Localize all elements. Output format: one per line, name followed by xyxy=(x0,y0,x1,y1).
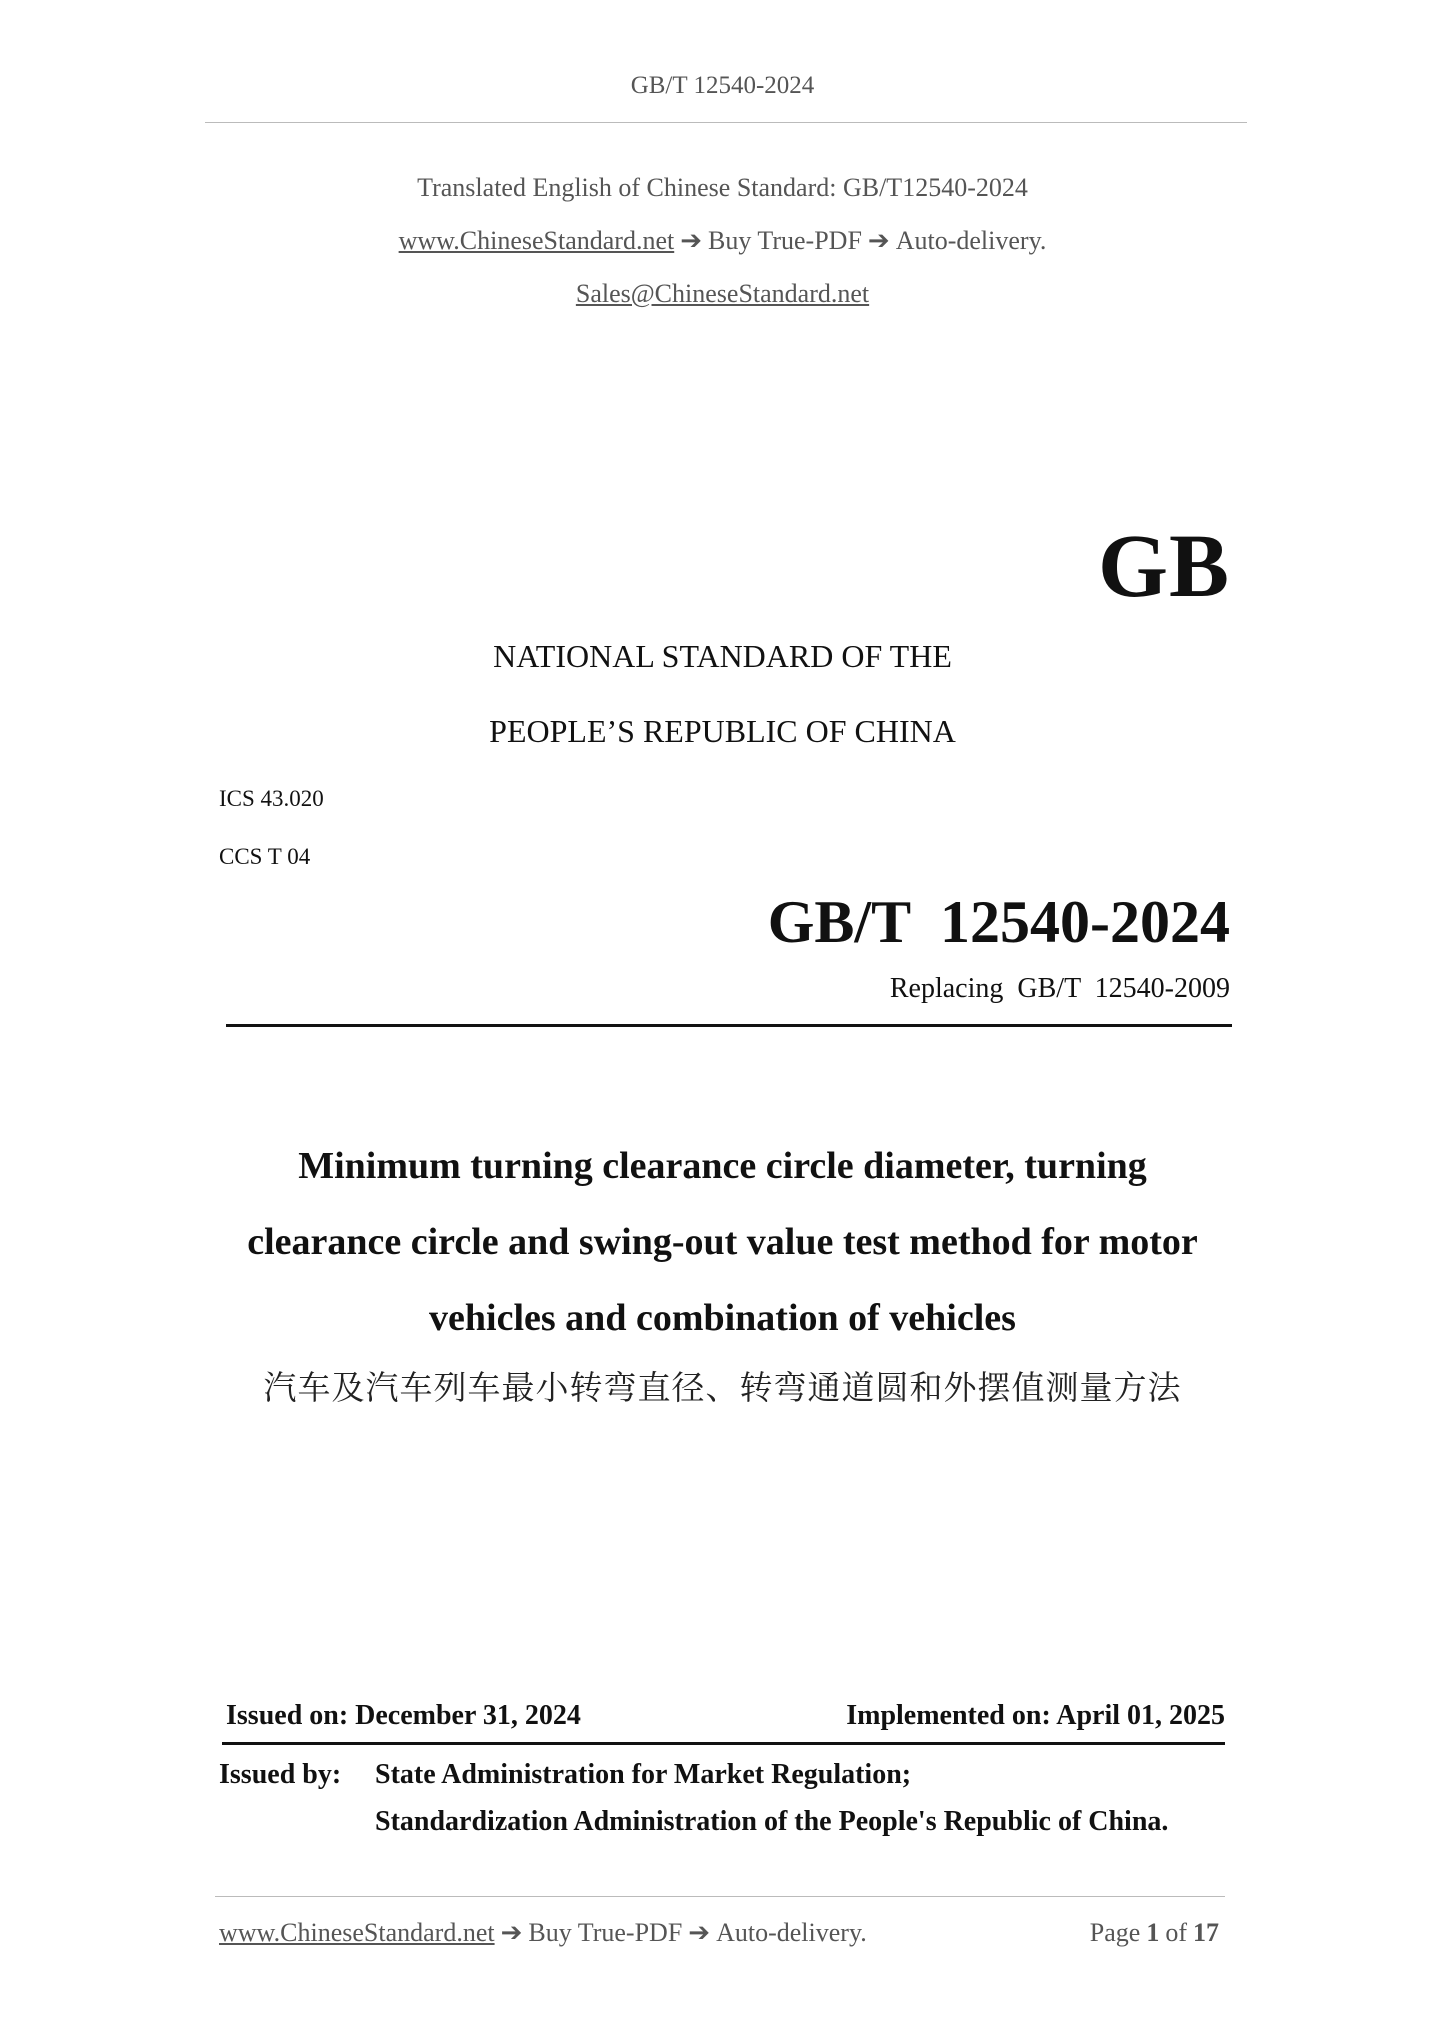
footer-site-link[interactable]: www.ChineseStandard.net xyxy=(219,1918,495,1947)
arrow-right-icon: ➔ xyxy=(688,1918,711,1947)
ics-code: ICS 43.020 xyxy=(219,786,324,811)
replacing-standard: Replacing GB/T 12540-2009 xyxy=(889,973,1230,1004)
page-total: 17 xyxy=(1193,1918,1219,1947)
chinese-title: 汽车及汽车列车最小转弯直径、转弯通道圆和外摆值测量方法 xyxy=(263,1371,1182,1407)
page-indicator xyxy=(1090,1918,1225,1948)
footer-buy-text: Buy True-PDF xyxy=(528,1918,683,1947)
footer-delivery-text: Auto-delivery. xyxy=(716,1918,867,1947)
gb-logo: GB xyxy=(1097,517,1230,616)
implemented-on-date: Implemented on: April 01, 2025 xyxy=(846,1700,1225,1731)
footer-promo xyxy=(219,1918,867,1948)
promo-buy-line xyxy=(0,226,1445,256)
issued-by-label: Issued by: xyxy=(219,1759,342,1790)
promo-translation-line: Translated English of Chinese Standard: GB/T12540-2024 xyxy=(417,173,1028,202)
issued-by-authority-2: Standardization Administration of the People's Republic of China. xyxy=(375,1806,1169,1837)
site-link[interactable]: www.ChineseStandard.net xyxy=(398,226,675,255)
title-divider xyxy=(226,1024,1232,1027)
header-divider xyxy=(205,122,1247,123)
page-label: Page xyxy=(1089,1918,1141,1947)
delivery-text: Auto-delivery. xyxy=(895,226,1047,255)
english-title-line-1: Minimum turning clearance circle diameter, turning xyxy=(298,1145,1147,1187)
issued-on-date: Issued on: December 31, 2024 xyxy=(226,1700,581,1731)
page-current: 1 xyxy=(1146,1918,1160,1947)
national-standard-line-1: NATIONAL STANDARD OF THE xyxy=(493,638,952,674)
issued-by-authority-1: State Administration for Market Regulation; xyxy=(375,1759,912,1790)
arrow-right-icon: ➔ xyxy=(680,226,703,255)
buy-text: Buy True-PDF xyxy=(708,226,862,255)
page-of: of xyxy=(1165,1918,1187,1947)
english-title-line-3: vehicles and combination of vehicles xyxy=(429,1297,1016,1339)
promo-email-line xyxy=(0,279,1445,309)
footer-divider xyxy=(215,1896,1225,1897)
running-header: GB/T 12540-2024 xyxy=(630,72,815,99)
standard-number: GB/T 12540-2024 xyxy=(767,889,1230,955)
national-standard-line-2: PEOPLE’S REPUBLIC OF CHINA xyxy=(489,713,956,749)
email-link[interactable]: Sales@ChineseStandard.net xyxy=(575,279,870,308)
dates-divider xyxy=(222,1742,1225,1745)
arrow-right-icon: ➔ xyxy=(867,226,890,255)
ccs-code: CCS T 04 xyxy=(219,844,311,869)
english-title-line-2: clearance circle and swing-out value test method for motor xyxy=(247,1221,1198,1263)
english-title xyxy=(150,1128,1295,1356)
arrow-right-icon: ➔ xyxy=(500,1918,523,1947)
